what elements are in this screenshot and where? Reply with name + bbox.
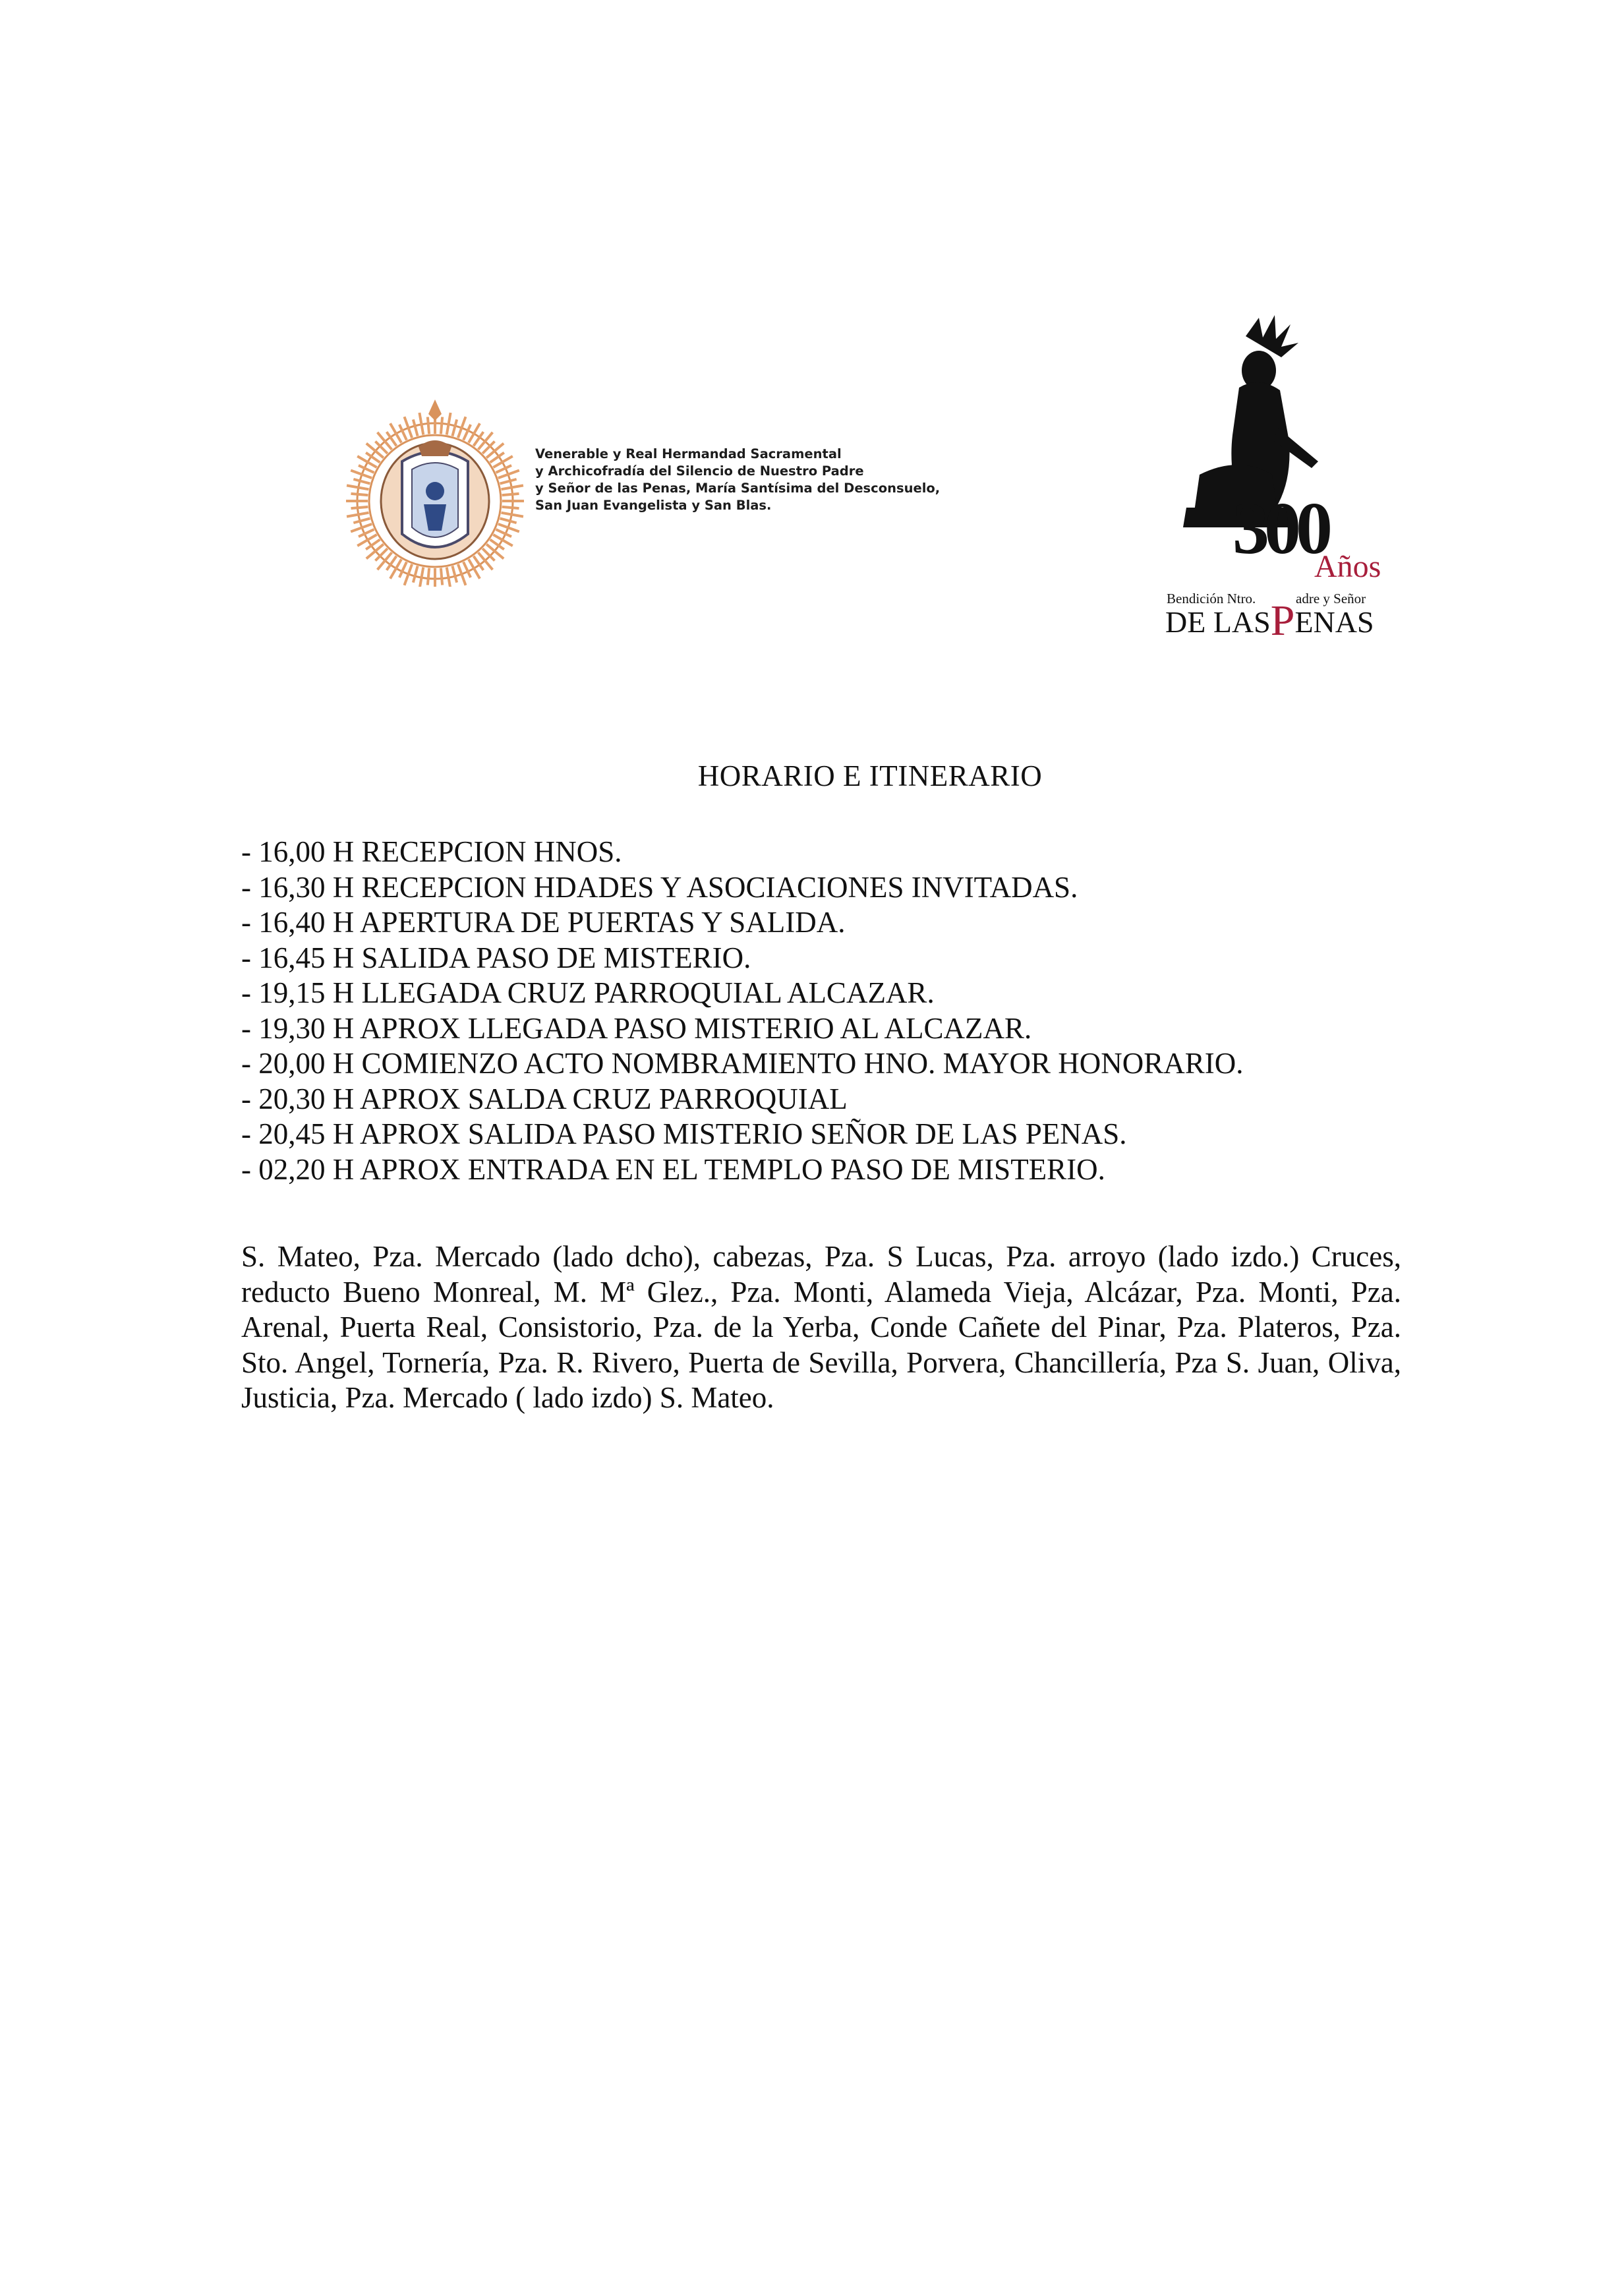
schedule-item: - 16,00 H RECEPCION HNOS. bbox=[241, 835, 622, 868]
anniversary-big-left: DE LAS bbox=[1165, 605, 1271, 639]
schedule-item: - 19,15 H LLEGADA CRUZ PARROQUIAL ALCAZAR. bbox=[241, 976, 935, 1009]
brotherhood-name-line: San Juan Evangelista y San Blas. bbox=[535, 498, 772, 513]
schedule-item: - 20,00 H COMIENZO ACTO NOMBRAMIENTO HNO. MAYOR HONORARIO. bbox=[241, 1047, 1244, 1080]
anniversary-big-cap: P bbox=[1270, 597, 1295, 645]
schedule-item: - 02,20 H APROX ENTRADA EN EL TEMPLO PASO DE MISTERIO. bbox=[241, 1152, 1105, 1186]
anniversary-word: Años bbox=[1314, 549, 1381, 584]
page-title: HORARIO E ITINERARIO bbox=[697, 759, 1043, 792]
schedule-item: - 20,30 H APROX SALDA CRUZ PARROQUIAL bbox=[241, 1082, 848, 1115]
schedule-item: - 20,45 H APROX SALIDA PASO MISTERIO SEÑOR DE LAS PENAS. bbox=[241, 1117, 1127, 1150]
schedule-item: - 16,30 H RECEPCION HDADES Y ASOCIACIONES INVITADAS. bbox=[241, 870, 1078, 904]
brotherhood-name bbox=[535, 446, 957, 514]
itinerary-paragraph: S. Mateo, Pza. Mercado (lado dcho), cabezas, Pza. S Lucas, Pza. arroyo (lado izdo.) Cruces, reducto Bueno Monreal, M. Mª Glez., Pza. Monti, Alameda Vieja, Alcázar, Pza. Monti, Pza. Arenal, Puerta Real, Consistorio, Pza. de la Yerba, Conde Cañete del Pinar, Pza. Plateros, Pza. Sto. Angel, Tornería, Pza. R. Rivero, Puerta de Sevilla, Porvera, Chancillería, Pza S. Juan, Oliva, Justicia, Pza. Mercado ( lado izdo) S. Mateo. bbox=[241, 1240, 1401, 1414]
anniversary-number: 300 bbox=[1232, 488, 1327, 570]
schedule-item: - 16,45 H SALIDA PASO DE MISTERIO. bbox=[241, 941, 751, 974]
brotherhood-name-line: y Señor de las Penas, María Santísima del Desconsuelo, bbox=[535, 481, 941, 496]
anniversary-subtitle-left: Bendición Ntro. bbox=[1167, 591, 1256, 606]
brotherhood-name-line: y Archicofradía del Silencio de Nuestro Padre bbox=[535, 463, 864, 479]
brotherhood-name-line: Venerable y Real Hermandad Sacramental bbox=[535, 446, 842, 461]
anniversary-big-right: ENAS bbox=[1294, 605, 1374, 639]
anniversary-logo bbox=[1160, 310, 1397, 639]
schedule-item: - 16,40 H APERTURA DE PUERTAS Y SALIDA. bbox=[241, 906, 846, 939]
brotherhood-shield-icon bbox=[346, 396, 524, 587]
schedule-list bbox=[241, 835, 1244, 1187]
anniversary-subtitle-right: adre y Señor bbox=[1296, 591, 1366, 606]
schedule-item: - 19,30 H APROX LLEGADA PASO MISTERIO AL ALCAZAR. bbox=[241, 1011, 1032, 1045]
